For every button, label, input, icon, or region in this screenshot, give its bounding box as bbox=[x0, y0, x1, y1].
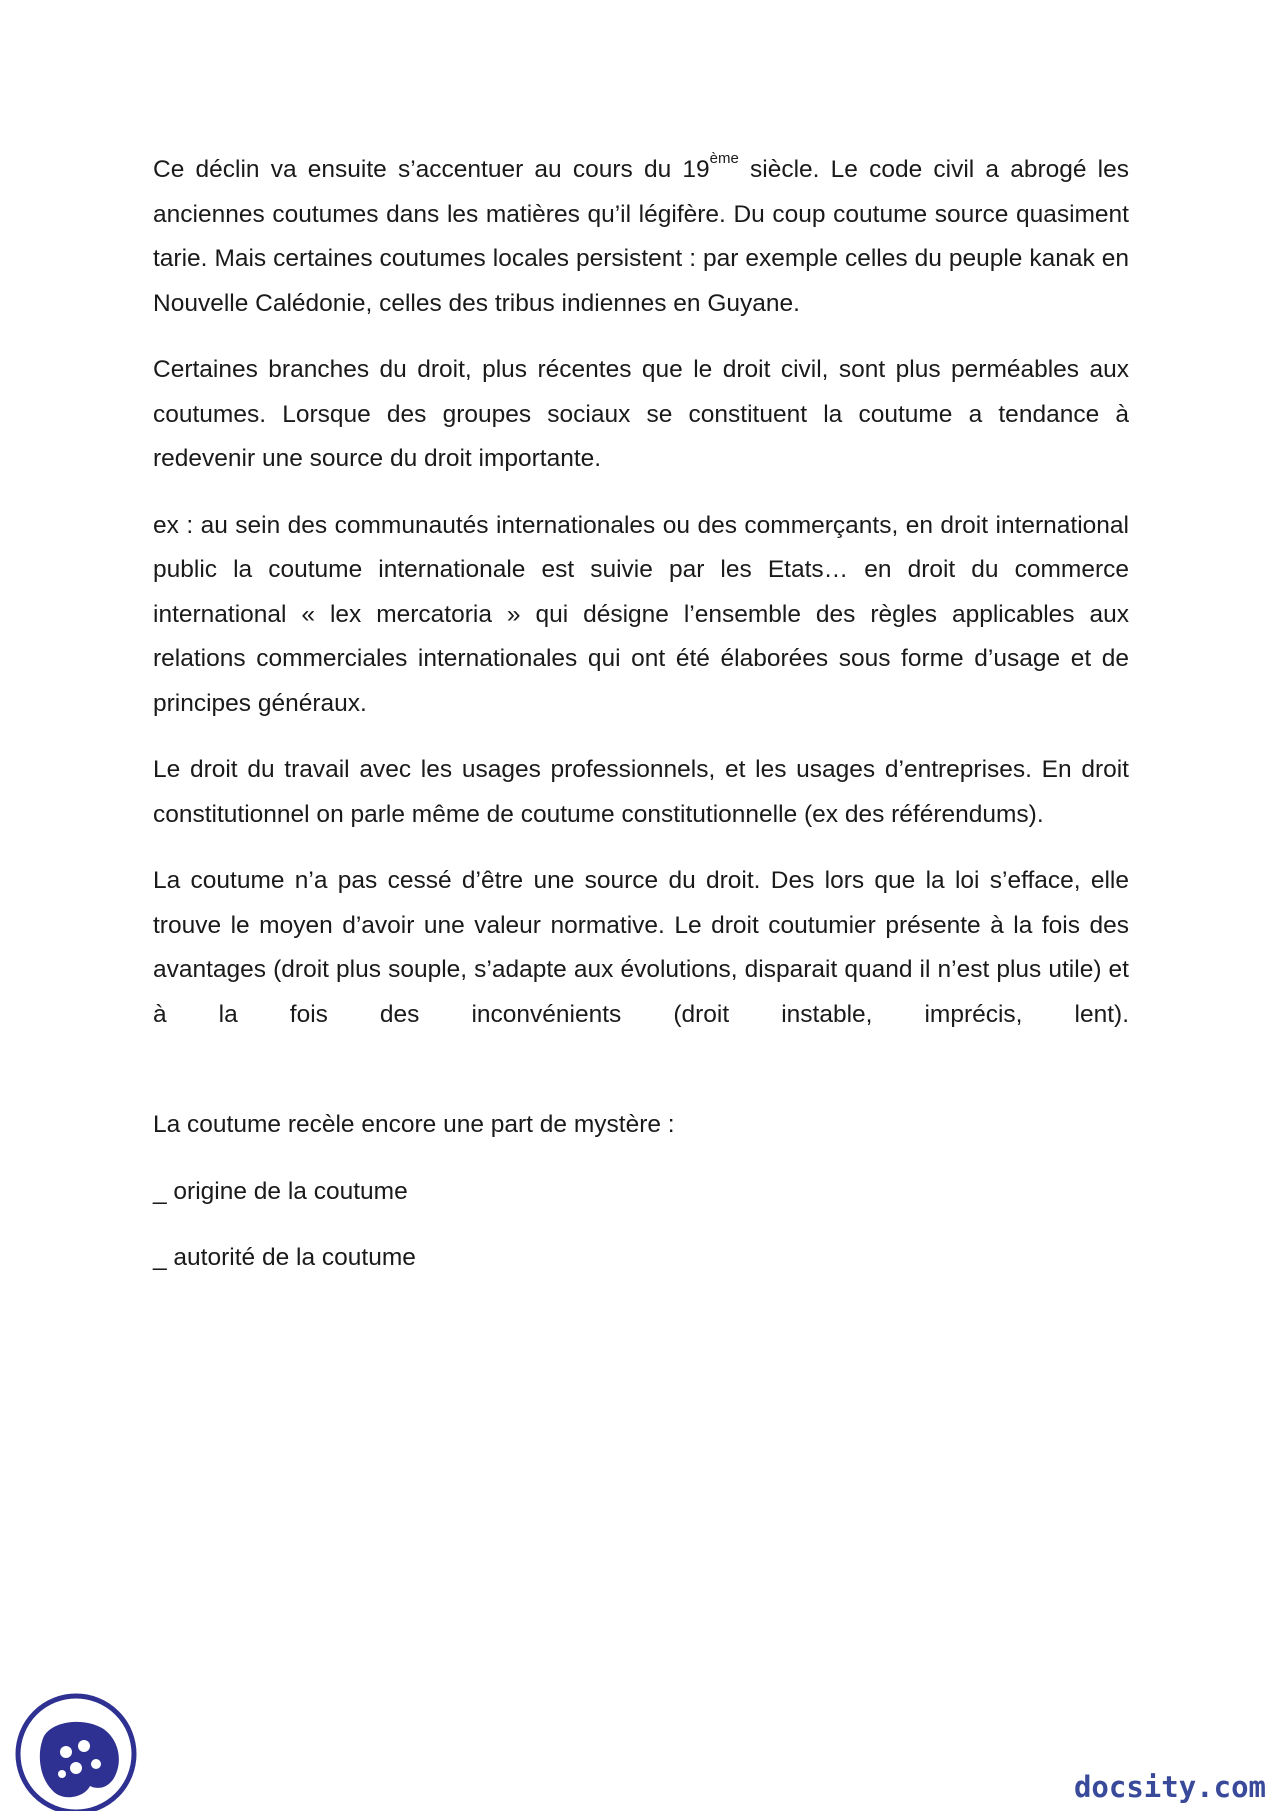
paragraph-declin bbox=[153, 148, 1129, 326]
docsity-logo-icon bbox=[14, 1690, 138, 1811]
bullet-item: _ autorité de la coutume bbox=[153, 1244, 416, 1271]
paragraph-declin-rest: siècle. Le code civil a abrogé les anciennes coutumes dans les matières qu’il légifère. Du coup coutume source quasiment tarie. Mais certaines coutumes locales persistent : par exemple celles du peuple kanak en Nouvelle Calédonie, celles des tribus indiennes en Guyane. bbox=[153, 156, 1129, 317]
paragraph-exemple: ex : au sein des communautés internationales ou des commerçants, en droit international public la coutume internationale est suivie par les Etats… en droit du commerce international « lex mercatoria » qui désigne l’ensemble des règles applicables aux relations commerciales internationales qui ont été élaborées sous forme d’usage et de principes généraux. bbox=[153, 511, 1129, 717]
superscript-eme: ème bbox=[709, 150, 739, 167]
docsity-brand-text[interactable]: docsity.com bbox=[1073, 1770, 1266, 1804]
document-body bbox=[153, 148, 1129, 1303]
bullet-item: _ origine de la coutume bbox=[153, 1177, 408, 1205]
paragraph-source: La coutume n’a pas cessé d’être une source du droit. Des lors que la loi s’efface, elle trouve le moyen d’avoir une valeur normative. Le droit coutumier présente à la fois des avantages (droit plus souple, s’adapte aux évolutions, disparait quand il n’est plus utile) et à la fois des inconvénients (droit instable, imprécis, lent). bbox=[153, 867, 1129, 1028]
paragraph-travail: Le droit du travail avec les usages professionnels, et les usages d’entreprises. En droit constitutionnel on parle même de coutume constitutionnelle (ex des référendums). bbox=[153, 756, 1129, 828]
paragraph-declin-start: Ce déclin va ensuite s’accentuer au cours du 19 bbox=[153, 156, 710, 183]
paragraph-mystere: La coutume recèle encore une part de mystère : bbox=[153, 1111, 675, 1138]
paragraph-branches: Certaines branches du droit, plus récentes que le droit civil, sont plus perméables aux coutumes. Lorsque des groupes sociaux se constituent la coutume a tendance à redevenir une source du droit importante. bbox=[153, 356, 1129, 472]
